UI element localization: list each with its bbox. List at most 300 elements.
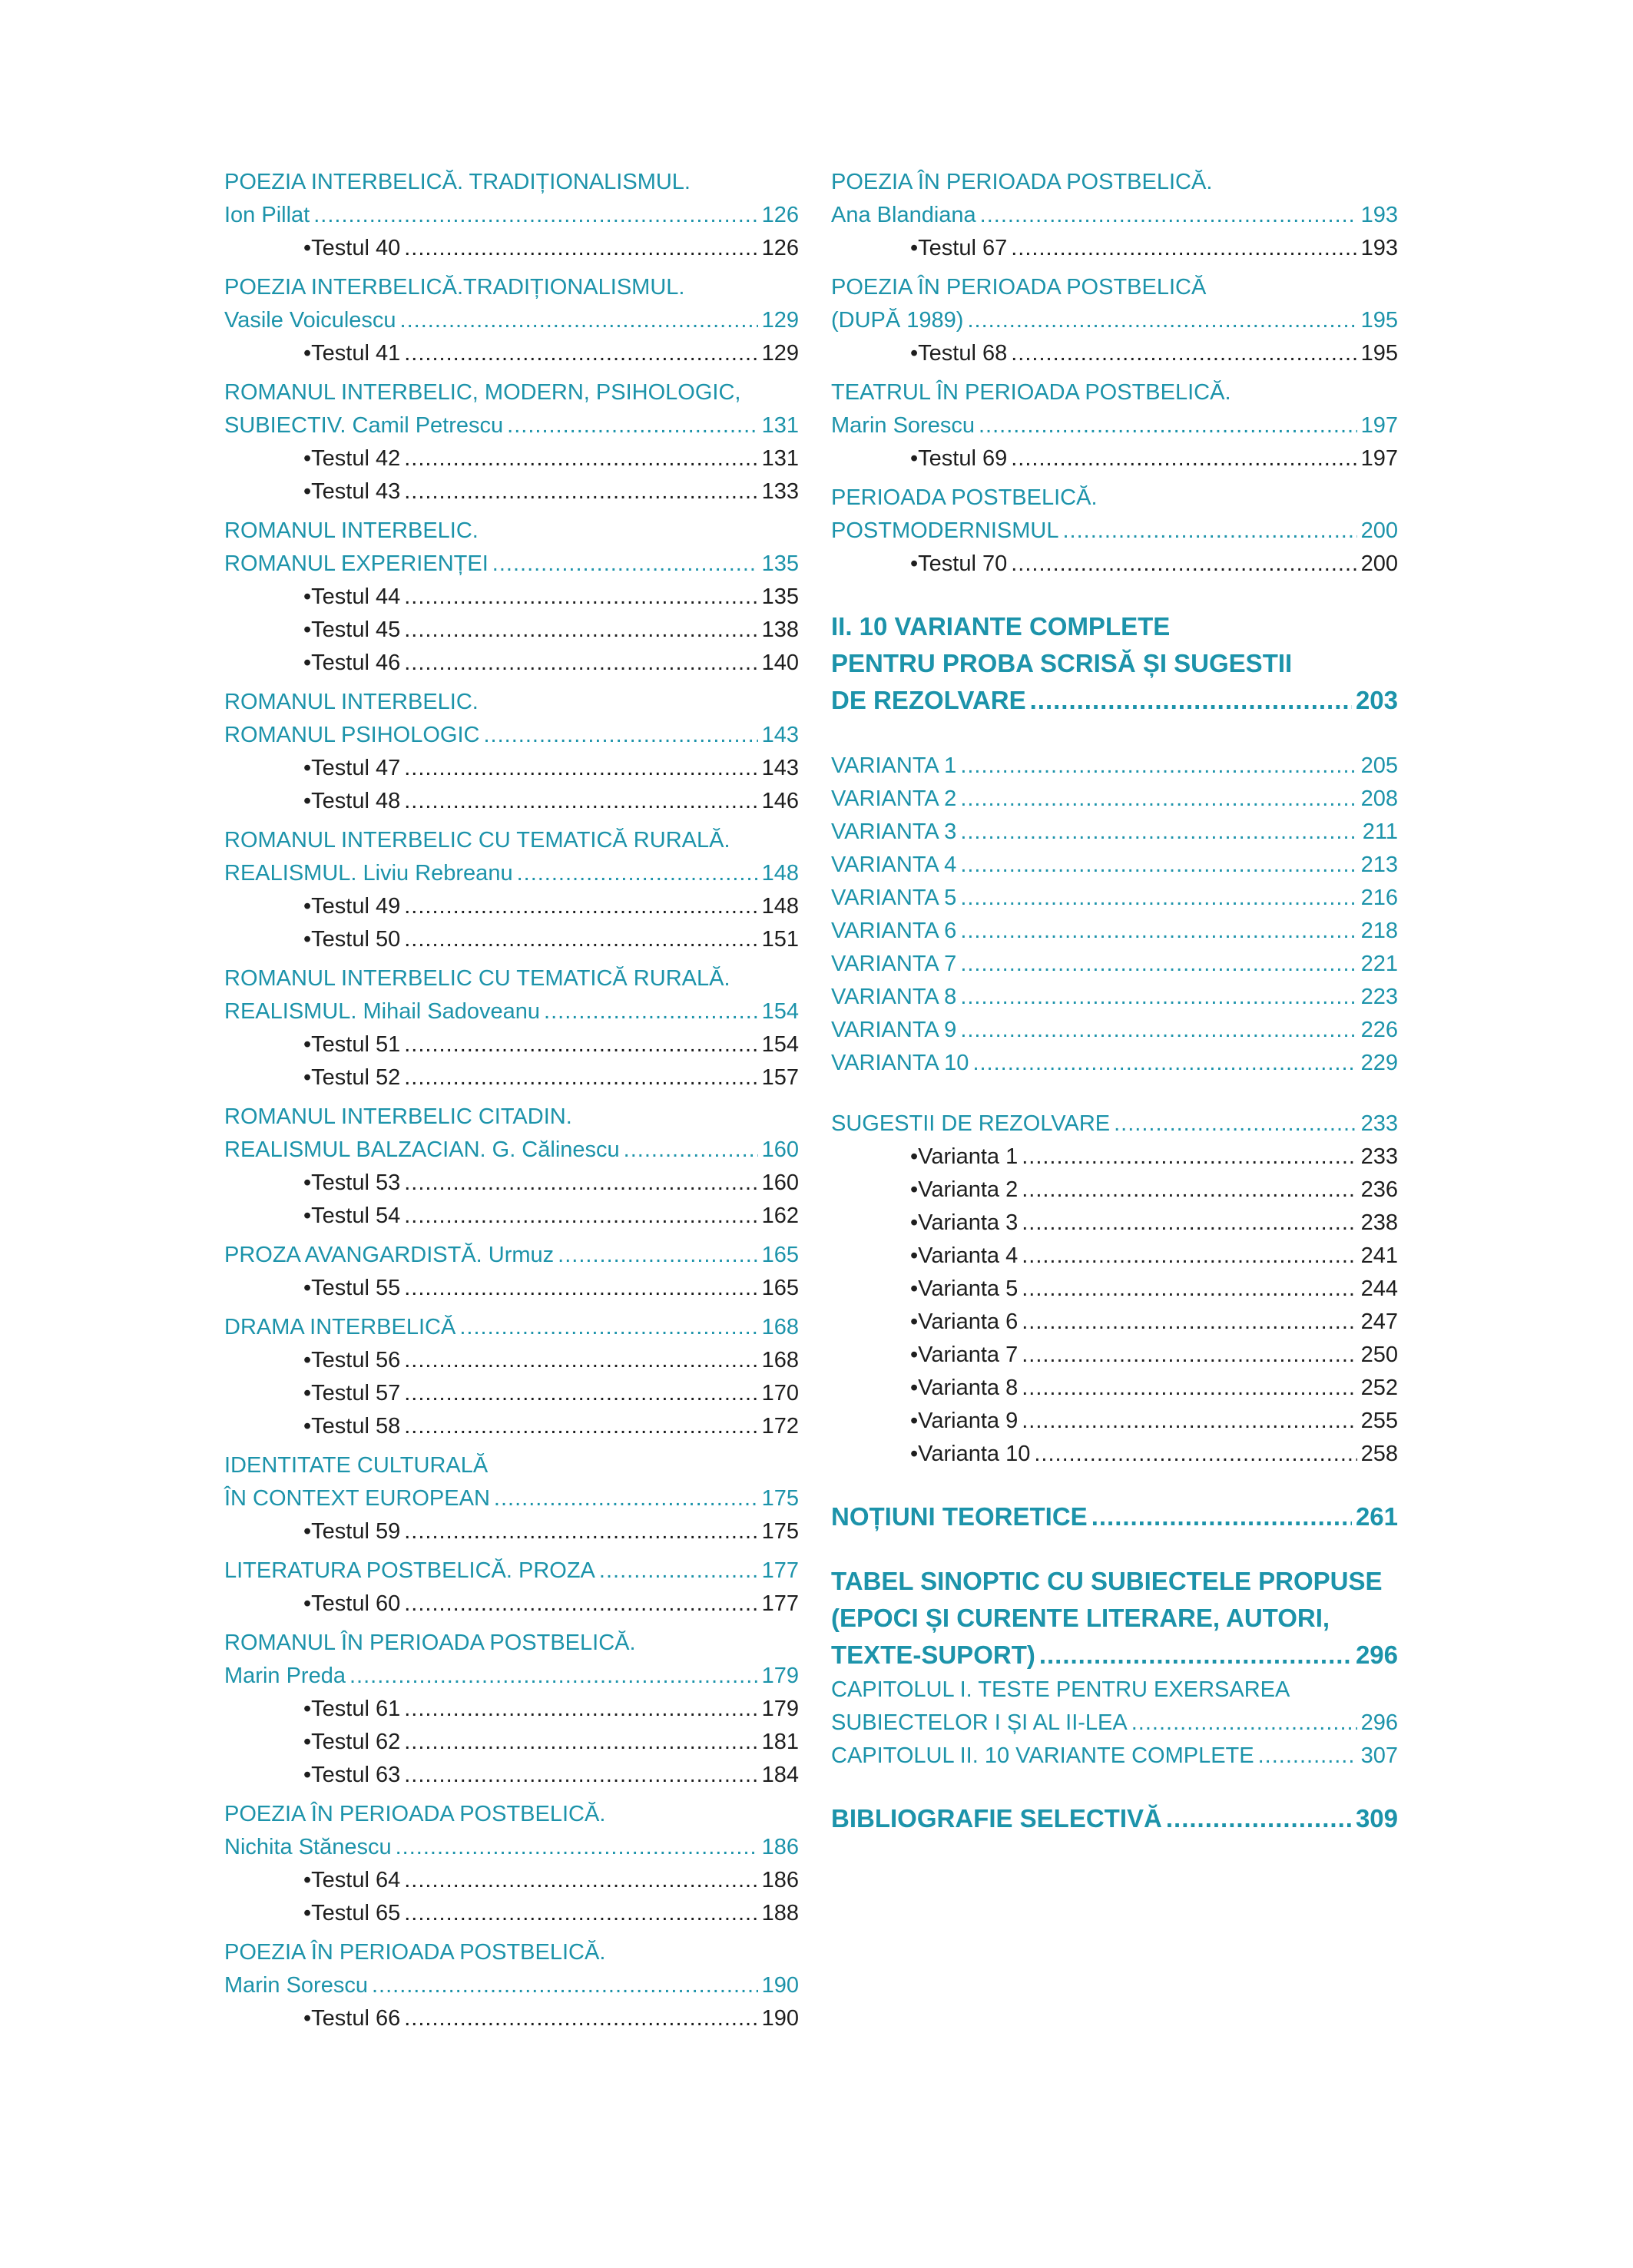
variant-entry[interactable] <box>831 915 1398 948</box>
sugestii-title-text: SUGESTII DE REZOLVARE <box>831 1111 1111 1136</box>
page-number: 255 <box>1360 1409 1398 1433</box>
section-title-text: REALISMUL. Liviu Rebreanu <box>224 861 513 886</box>
section-title-text: POEZIA ÎN PERIOADA POSTBELICĂ. <box>224 1940 606 1965</box>
variant-entry-text: VARIANTA 4 <box>831 853 957 877</box>
bullet-glyph: • <box>303 1868 312 1892</box>
capitol1-line2[interactable] <box>831 1707 1398 1740</box>
bullet-glyph: • <box>303 617 312 642</box>
page-number: 221 <box>1360 952 1398 976</box>
test-entry[interactable] <box>224 1410 799 1443</box>
section-title[interactable] <box>831 199 1398 232</box>
page-number: 129 <box>761 341 799 366</box>
section-title <box>224 1449 799 1482</box>
variant-entry[interactable] <box>831 1047 1398 1080</box>
section-title[interactable] <box>224 1239 799 1272</box>
page-number: 190 <box>761 2006 799 2031</box>
section-title-text: POSTMODERNISMUL <box>831 518 1059 543</box>
sugestii-variant-entry-text: Varianta 4 <box>918 1243 1019 1268</box>
page-number: 179 <box>761 1697 799 1721</box>
leader-dots <box>1022 1339 1356 1372</box>
leader-dots <box>404 752 757 785</box>
section-title-text: ROMANUL INTERBELIC CU TEMATICĂ RURALĂ. <box>224 828 730 853</box>
page-number: 160 <box>761 1137 799 1162</box>
section-title <box>224 824 799 857</box>
page-number: 154 <box>761 1032 799 1057</box>
leader-dots <box>404 442 757 475</box>
test-entry-text: Testul 54 <box>311 1204 401 1228</box>
section-title-text: Marin Sorescu <box>224 1973 368 1998</box>
section-title-text: Marin Sorescu <box>831 413 975 438</box>
page-number: 244 <box>1360 1276 1398 1301</box>
test-entry-text: Testul 45 <box>311 617 401 642</box>
leader-dots <box>1062 515 1356 548</box>
page-number: 193 <box>1360 236 1398 260</box>
leader-dots <box>960 1014 1356 1047</box>
page-number: 133 <box>761 479 799 504</box>
page-number: 143 <box>761 723 799 747</box>
page-number: 195 <box>1360 341 1398 366</box>
leader-dots <box>404 232 757 265</box>
test-entry-text: Testul 62 <box>311 1730 401 1754</box>
test-entry[interactable] <box>831 232 1398 265</box>
test-entry[interactable] <box>224 752 799 785</box>
test-entry-text: Testul 60 <box>311 1591 401 1616</box>
page-number: 172 <box>761 1414 799 1439</box>
section-title[interactable] <box>831 515 1398 548</box>
bullet-glyph: • <box>910 1243 919 1268</box>
test-entry[interactable] <box>224 1759 799 1792</box>
test-entry-text: Testul 63 <box>311 1763 401 1787</box>
test-entry[interactable] <box>224 232 799 265</box>
variant-entry[interactable] <box>831 816 1398 849</box>
test-entry-text: Testul 49 <box>311 894 401 919</box>
page-number: 135 <box>761 551 799 576</box>
section-title[interactable] <box>224 199 799 232</box>
section-title <box>224 1627 799 1660</box>
bullet-glyph: • <box>303 789 312 813</box>
test-entry[interactable] <box>224 1344 799 1377</box>
test-entry[interactable] <box>224 614 799 647</box>
page-number: 129 <box>761 308 799 333</box>
leader-dots <box>1131 1707 1357 1740</box>
variant-entry-text: VARIANTA 2 <box>831 786 957 811</box>
page-number: 184 <box>761 1763 799 1787</box>
sugestii-variant-entry-text: Varianta 6 <box>918 1309 1019 1334</box>
bullet-glyph: • <box>303 236 312 260</box>
bullet-glyph: • <box>910 1276 919 1301</box>
sugestii-variant-entry[interactable] <box>831 1174 1398 1207</box>
test-entry-text: Testul 68 <box>918 341 1008 366</box>
section-title-text: ROMANUL EXPERIENȚEI <box>224 551 489 576</box>
bullet-glyph: • <box>303 651 312 675</box>
leader-dots <box>404 475 757 508</box>
section-title-text: IDENTITATE CULTURALĂ <box>224 1453 489 1478</box>
test-entry[interactable] <box>224 1693 799 1726</box>
page-number: 157 <box>761 1065 799 1090</box>
section-title[interactable] <box>224 857 799 890</box>
variant-entry[interactable] <box>831 783 1398 816</box>
section-title-text: Nichita Stănescu <box>224 1835 392 1859</box>
page-number: 226 <box>1360 1018 1398 1042</box>
leader-dots <box>960 948 1356 981</box>
toc-section <box>224 1239 799 1305</box>
leader-dots <box>404 1200 757 1233</box>
page-number: 168 <box>761 1315 799 1339</box>
page-number: 216 <box>1360 886 1398 910</box>
test-entry-text: Testul 64 <box>311 1868 401 1892</box>
page-number: 126 <box>761 203 799 227</box>
test-entry-text: Testul 65 <box>311 1901 401 1925</box>
variant-entry[interactable] <box>831 750 1398 783</box>
sugestii-variant-entry[interactable] <box>831 1273 1398 1306</box>
leader-dots <box>1022 1273 1356 1306</box>
toc-section <box>224 1798 799 1930</box>
page-number: 247 <box>1360 1309 1398 1334</box>
sugestii-section <box>831 1108 1398 1471</box>
capitol1-line1: CAPITOLUL I. TESTE PENTRU EXERSAREA <box>831 1677 1290 1702</box>
page-number: 186 <box>761 1835 799 1859</box>
test-entry-text: Testul 50 <box>311 927 401 952</box>
leader-dots <box>404 785 757 818</box>
leader-dots <box>1011 442 1356 475</box>
page-number: 252 <box>1360 1376 1398 1400</box>
page-number: 162 <box>761 1204 799 1228</box>
section-title[interactable] <box>224 1482 799 1515</box>
bullet-glyph: • <box>303 1697 312 1721</box>
toc-section <box>831 482 1398 581</box>
bullet-glyph: • <box>303 1591 312 1616</box>
variant-entry-text: VARIANTA 6 <box>831 919 957 943</box>
test-entry[interactable] <box>224 923 799 956</box>
test-entry[interactable] <box>224 890 799 923</box>
sugestii-variant-entry[interactable] <box>831 1207 1398 1240</box>
leader-dots <box>960 783 1356 816</box>
variants-list <box>831 750 1398 1080</box>
test-entry[interactable] <box>224 1272 799 1305</box>
page-number: 238 <box>1360 1210 1398 1235</box>
section-title <box>224 1101 799 1134</box>
leader-dots <box>544 995 758 1028</box>
leader-dots <box>404 1515 757 1548</box>
test-entry-text: Testul 53 <box>311 1170 401 1195</box>
leader-dots <box>404 1272 757 1305</box>
test-entry[interactable] <box>224 1897 799 1930</box>
variant-entry[interactable] <box>831 849 1398 882</box>
leader-dots <box>1039 1637 1352 1674</box>
section-title[interactable] <box>224 1311 799 1344</box>
sugestii-variant-entry-text: Varianta 5 <box>918 1276 1019 1301</box>
sugestii-items <box>831 1141 1398 1471</box>
section-title <box>831 271 1398 304</box>
toc-section <box>224 1101 799 1233</box>
toc-section <box>224 1627 799 1792</box>
leader-dots <box>1166 1800 1352 1837</box>
bullet-glyph: • <box>910 1442 919 1466</box>
section-title-text: POEZIA INTERBELICĂ. TRADIȚIONALISMUL. <box>224 170 691 194</box>
bullet-glyph: • <box>910 1144 919 1169</box>
test-entry[interactable] <box>224 1061 799 1094</box>
leader-dots <box>404 1897 757 1930</box>
bullet-glyph: • <box>910 1343 919 1367</box>
leader-dots <box>1022 1207 1356 1240</box>
toc-right-column <box>831 166 1398 1837</box>
variant-entry-text: VARIANTA 9 <box>831 1018 957 1042</box>
test-entry[interactable] <box>831 442 1398 475</box>
test-entry-text: Testul 61 <box>311 1697 401 1721</box>
section-title <box>224 1936 799 1969</box>
page-number: 296 <box>1360 1710 1398 1735</box>
section-title[interactable] <box>224 1831 799 1864</box>
section-title-text: PERIOADA POSTBELICĂ. <box>831 485 1098 510</box>
bullet-glyph: • <box>303 1763 312 1787</box>
test-entry[interactable] <box>224 1377 799 1410</box>
tabel-line3[interactable] <box>831 1637 1398 1674</box>
page-number: 203 <box>1355 686 1398 714</box>
page-number: 213 <box>1360 853 1398 877</box>
leader-dots <box>979 409 1357 442</box>
sugestii-variant-entry[interactable] <box>831 1306 1398 1339</box>
section-title[interactable] <box>224 719 799 752</box>
leader-dots <box>404 1726 757 1759</box>
section-title <box>831 482 1398 515</box>
sugestii-variant-entry-text: Varianta 1 <box>918 1144 1019 1169</box>
page-number: 160 <box>761 1170 799 1195</box>
test-entry[interactable] <box>224 581 799 614</box>
bullet-glyph: • <box>303 894 312 919</box>
page-number: 211 <box>1362 819 1398 844</box>
toc-section <box>831 271 1398 370</box>
section-title-text: Vasile Voiculescu <box>224 308 396 333</box>
variant-entry-text: VARIANTA 5 <box>831 886 957 910</box>
sugestii-variant-entry-text: Varianta 2 <box>918 1177 1019 1202</box>
page-number: 175 <box>761 1519 799 1544</box>
test-entry-text: Testul 40 <box>311 236 401 260</box>
leader-dots <box>400 304 758 337</box>
test-entry[interactable] <box>224 1028 799 1061</box>
capitol2-entry[interactable] <box>831 1740 1398 1773</box>
bullet-glyph: • <box>303 2006 312 2031</box>
page-number: 170 <box>761 1381 799 1405</box>
section-title-text: REALISMUL BALZACIAN. G. Călinescu <box>224 1137 620 1162</box>
section-title[interactable] <box>224 1660 799 1693</box>
test-entry[interactable] <box>224 1167 799 1200</box>
section-title[interactable] <box>224 995 799 1028</box>
variant-entry-text: VARIANTA 10 <box>831 1051 969 1075</box>
section-title[interactable] <box>224 548 799 581</box>
section-title-text: ROMANUL PSIHOLOGIC <box>224 723 480 747</box>
leader-dots <box>1011 337 1356 370</box>
toc-section <box>224 271 799 370</box>
section-title[interactable] <box>224 1134 799 1167</box>
section-title[interactable] <box>224 304 799 337</box>
sugestii-variant-entry[interactable] <box>831 1141 1398 1174</box>
leader-dots <box>1011 548 1356 581</box>
sugestii-variant-entry-text: Varianta 9 <box>918 1409 1019 1433</box>
notiuni-teoretice-entry[interactable] <box>831 1498 1398 1535</box>
bullet-glyph: • <box>303 1065 312 1090</box>
leader-dots <box>972 1047 1356 1080</box>
leader-dots <box>349 1660 758 1693</box>
test-entry[interactable] <box>224 442 799 475</box>
page-number: 233 <box>1360 1144 1398 1169</box>
page-number: 135 <box>761 584 799 609</box>
test-entry[interactable] <box>224 1515 799 1548</box>
leader-dots <box>1022 1405 1356 1438</box>
section-title-text: TEATRUL ÎN PERIOADA POSTBELICĂ. <box>831 380 1231 405</box>
sugestii-variant-entry[interactable] <box>831 1240 1398 1273</box>
page-number: 126 <box>761 236 799 260</box>
page-number: 138 <box>761 617 799 642</box>
toc-section <box>224 962 799 1094</box>
leader-dots <box>404 614 757 647</box>
page-number: 186 <box>761 1868 799 1892</box>
page-number: 241 <box>1360 1243 1398 1268</box>
test-entry[interactable] <box>224 2002 799 2035</box>
page-number: 193 <box>1360 203 1398 227</box>
variant-entry[interactable] <box>831 948 1398 981</box>
page-number: 165 <box>761 1276 799 1300</box>
section-title-text: DRAMA INTERBELICĂ <box>224 1315 456 1339</box>
section-title-text: Ion Pillat <box>224 203 310 227</box>
test-entry-text: Testul 47 <box>311 756 401 780</box>
section-title <box>831 376 1398 409</box>
test-entry[interactable] <box>831 337 1398 370</box>
variant-entry[interactable] <box>831 882 1398 915</box>
leader-dots <box>558 1239 757 1272</box>
sugestii-variant-entry[interactable] <box>831 1405 1398 1438</box>
bullet-glyph: • <box>303 1414 312 1439</box>
section-title[interactable] <box>224 409 799 442</box>
part2-heading-line1: II. 10 VARIANTE COMPLETE <box>831 612 1171 641</box>
bullet-glyph: • <box>303 1730 312 1754</box>
test-entry-text: Testul 59 <box>311 1519 401 1544</box>
section-title[interactable] <box>831 304 1398 337</box>
test-entry[interactable] <box>224 1864 799 1897</box>
sugestii-variant-entry[interactable] <box>831 1339 1398 1372</box>
page-number: 236 <box>1360 1177 1398 1202</box>
bullet-glyph: • <box>910 551 919 576</box>
test-entry-text: Testul 41 <box>311 341 401 366</box>
part2-heading-line3[interactable] <box>831 682 1398 719</box>
section-title <box>224 376 799 409</box>
section-title[interactable] <box>831 409 1398 442</box>
section-title-text: ROMANUL INTERBELIC CITADIN. <box>224 1104 572 1129</box>
leader-dots <box>1022 1372 1356 1405</box>
section-title <box>224 1798 799 1831</box>
notiuni-title: NOȚIUNI TEORETICE <box>831 1502 1088 1531</box>
bullet-glyph: • <box>303 1348 312 1372</box>
test-entry-text: Testul 70 <box>918 551 1008 576</box>
test-entry-text: Testul 52 <box>311 1065 401 1090</box>
page-number: 197 <box>1360 413 1398 438</box>
page-number: 177 <box>761 1558 799 1583</box>
leader-dots <box>313 199 757 232</box>
leader-dots <box>404 337 757 370</box>
test-entry[interactable] <box>831 548 1398 581</box>
bullet-glyph: • <box>303 1032 312 1057</box>
section-title <box>224 962 799 995</box>
page-number: 197 <box>1360 446 1398 471</box>
page-number: 258 <box>1360 1442 1398 1466</box>
tabel-line3-text: TEXTE-SUPORT) <box>831 1641 1035 1669</box>
test-entry-text: Testul 66 <box>311 2006 401 2031</box>
section-title-text: Marin Preda <box>224 1664 346 1688</box>
leader-dots <box>404 1588 757 1621</box>
section-title-text: ROMANUL INTERBELIC, MODERN, PSIHOLOGIC, <box>224 380 741 405</box>
bullet-glyph: • <box>303 1381 312 1405</box>
bullet-glyph: • <box>303 1276 312 1300</box>
section-title-text: POEZIA ÎN PERIOADA POSTBELICĂ. <box>224 1802 606 1826</box>
section-title <box>224 515 799 548</box>
section-title-text: POEZIA INTERBELICĂ.TRADIȚIONALISMUL. <box>224 275 685 300</box>
bullet-glyph: • <box>303 1901 312 1925</box>
section-title[interactable] <box>224 1969 799 2002</box>
leader-dots <box>404 1167 757 1200</box>
page-number: 177 <box>761 1591 799 1616</box>
section-title-text: ÎN CONTEXT EUROPEAN <box>224 1486 490 1511</box>
leader-dots <box>960 981 1356 1014</box>
variant-entry-text: VARIANTA 1 <box>831 753 957 778</box>
sugestii-variant-entry[interactable] <box>831 1372 1398 1405</box>
leader-dots <box>967 304 1356 337</box>
test-entry-text: Testul 42 <box>311 446 401 471</box>
leader-dots <box>1022 1141 1356 1174</box>
toc-left-column <box>224 166 799 2035</box>
variant-entry[interactable] <box>831 1014 1398 1047</box>
bullet-glyph: • <box>303 479 312 504</box>
leader-dots <box>494 1482 758 1515</box>
part2-heading-line2: PENTRU PROBA SCRISĂ ȘI SUGESTII <box>831 649 1293 677</box>
test-entry-text: Testul 56 <box>311 1348 401 1372</box>
section-title <box>224 166 799 199</box>
page-number: 229 <box>1360 1051 1398 1075</box>
toc-section <box>224 515 799 680</box>
leader-dots <box>404 647 757 680</box>
test-entry[interactable] <box>224 1200 799 1233</box>
sugestii-title[interactable] <box>831 1108 1398 1141</box>
section-title-text: LITERATURA POSTBELICĂ. PROZA <box>224 1558 595 1583</box>
test-entry[interactable] <box>224 647 799 680</box>
toc-section <box>224 1936 799 2035</box>
section-title <box>831 166 1398 199</box>
leader-dots <box>492 548 758 581</box>
page-number: 200 <box>1360 518 1398 543</box>
toc-section <box>831 166 1398 265</box>
leader-dots <box>960 849 1356 882</box>
bibliografie-entry[interactable] <box>831 1800 1398 1837</box>
sugestii-variant-entry[interactable] <box>831 1438 1398 1471</box>
test-entry[interactable] <box>224 1726 799 1759</box>
bullet-glyph: • <box>910 446 919 471</box>
page-number: 168 <box>761 1348 799 1372</box>
page-number: 151 <box>761 927 799 952</box>
section-title <box>224 686 799 719</box>
test-entry[interactable] <box>224 785 799 818</box>
leader-dots <box>404 1864 757 1897</box>
test-entry[interactable] <box>224 1588 799 1621</box>
page-number: 261 <box>1355 1502 1398 1531</box>
section-title[interactable] <box>224 1554 799 1588</box>
variant-entry[interactable] <box>831 981 1398 1014</box>
leader-dots <box>507 409 757 442</box>
test-entry[interactable] <box>224 337 799 370</box>
toc-section <box>831 376 1398 475</box>
test-entry[interactable] <box>224 475 799 508</box>
page-number: 146 <box>761 789 799 813</box>
toc-section <box>224 1554 799 1621</box>
leader-dots <box>517 857 758 890</box>
toc-section <box>224 686 799 818</box>
